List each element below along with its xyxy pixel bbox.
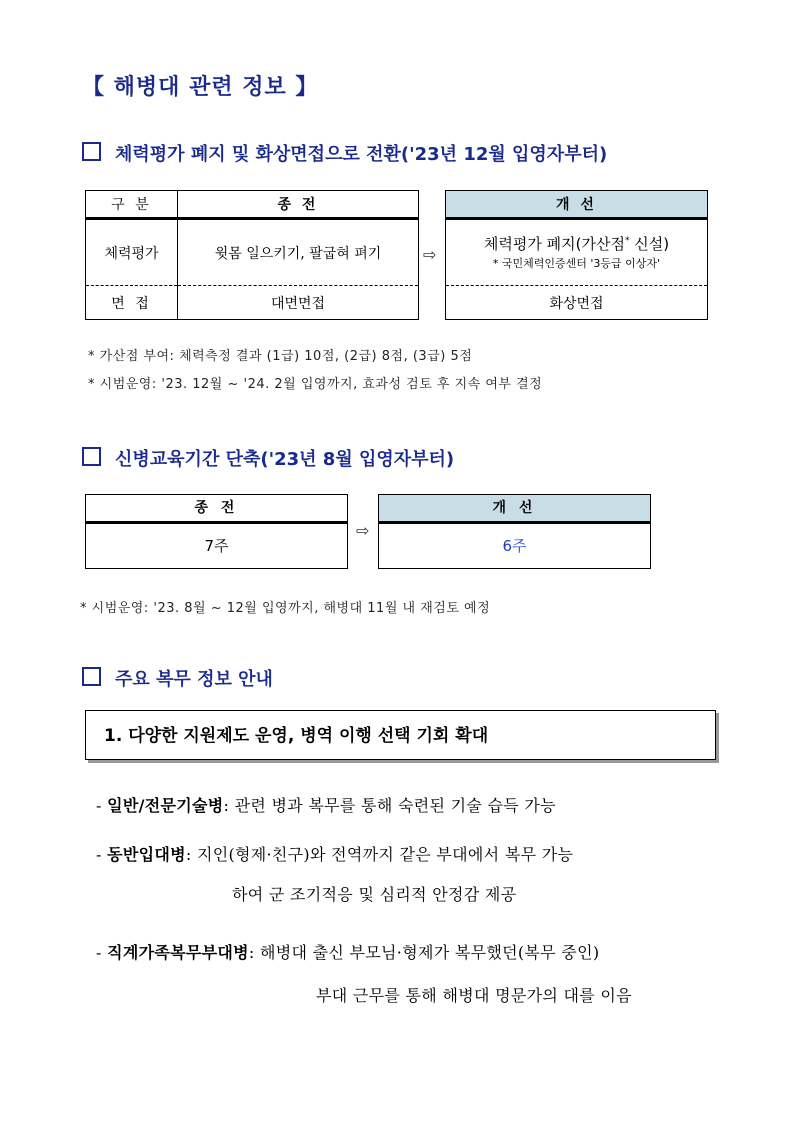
footnote-pilot-1: * 시범운영: '23. 12월 ~ '24. 2월 입영까지, 효과성 검토 후 지속 여부 결정: [88, 377, 543, 392]
training-after-box: [378, 494, 651, 569]
page-title: 【 해병대 관련 정보 】: [82, 75, 319, 100]
list-text: : 해병대 출신 부모님·형제가 복무했던(복무 중인): [248, 943, 600, 962]
training-after-value: 6주: [502, 537, 527, 555]
checkbox-square-icon: [82, 142, 101, 161]
section-heading-text: 주요 복무 정보 안내: [115, 669, 273, 690]
section-heading-service: [82, 665, 273, 691]
after-fitness-tail: 신설): [629, 235, 670, 253]
list-item-buddy-cont: 하여 군 조기적응 및 심리적 안정감 제공: [232, 885, 517, 904]
training-before-header: 종 전: [86, 495, 347, 524]
footnote-bonus: * 가산점 부여: 체력측정 결과 (1급) 10점, (2급) 8점, (3급) 5점: [88, 349, 473, 364]
training-after-header: 개 선: [379, 495, 650, 524]
list-text: : 지인(형제·친구)와 전역까지 같은 부대에서 복무 가능: [185, 845, 574, 864]
row-label-fitness: 체력평가: [86, 219, 178, 286]
training-before-box: [85, 494, 348, 569]
checkbox-square-icon: [82, 667, 101, 686]
list-item-family: [96, 940, 599, 963]
list-item-technical: [96, 793, 556, 816]
list-term: 직계가족복무부대병: [107, 943, 249, 962]
cell-before-fitness: 윗몸 일으키기, 팔굽혀 펴기: [178, 219, 419, 286]
comparison-table-before: [85, 190, 419, 320]
list-item-buddy: [96, 842, 573, 865]
after-fitness-note: * 국민체력인증센터 '3등급 이상자': [492, 257, 661, 270]
arrow-right-icon: ⇨: [423, 245, 437, 264]
after-fitness-sup: *: [624, 236, 630, 246]
section-heading-text: 신병교육기간 단축('23년 8월 입영자부터): [115, 449, 455, 470]
cell-after-fitness: [446, 219, 708, 286]
list-dash: -: [96, 943, 108, 962]
section-heading-text: 체력평가 폐지 및 화상면접으로 전환('23년 12월 입영자부터): [115, 144, 608, 165]
training-before-value: 7주: [204, 537, 229, 555]
subsection-box-title: 1. 다양한 지원제도 운영, 병역 이행 선택 기회 확대: [85, 710, 716, 760]
list-dash: -: [96, 845, 108, 864]
table-header-category: 구 분: [86, 191, 178, 219]
cell-after-interview: 화상면접: [446, 286, 708, 320]
list-item-family-cont: 부대 근무를 통해 해병대 명문가의 대를 이음: [316, 986, 632, 1005]
table-header-after: 개 선: [446, 191, 708, 219]
row-label-interview: 면 접: [86, 286, 178, 320]
arrow-right-icon: ⇨: [356, 521, 370, 540]
checkbox-square-icon: [82, 447, 101, 466]
section-heading-fitness: [82, 140, 607, 166]
footnote-pilot-2: * 시범운영: '23. 8월 ~ 12월 입영까지, 해병대 11월 내 재검토 예정: [80, 601, 491, 616]
list-term: 동반입대병: [107, 845, 186, 864]
section-heading-training: [82, 445, 454, 471]
list-dash: -: [96, 796, 108, 815]
after-fitness-main: 체력평가 폐지(가산점: [483, 235, 625, 253]
list-term: 일반/전문기술병: [107, 796, 224, 815]
list-text: : 관련 병과 복무를 통해 숙련된 기술 습득 가능: [223, 796, 556, 815]
table-header-before: 종 전: [178, 191, 419, 219]
comparison-table-after: [445, 190, 708, 320]
cell-before-interview: 대면면접: [178, 286, 419, 320]
